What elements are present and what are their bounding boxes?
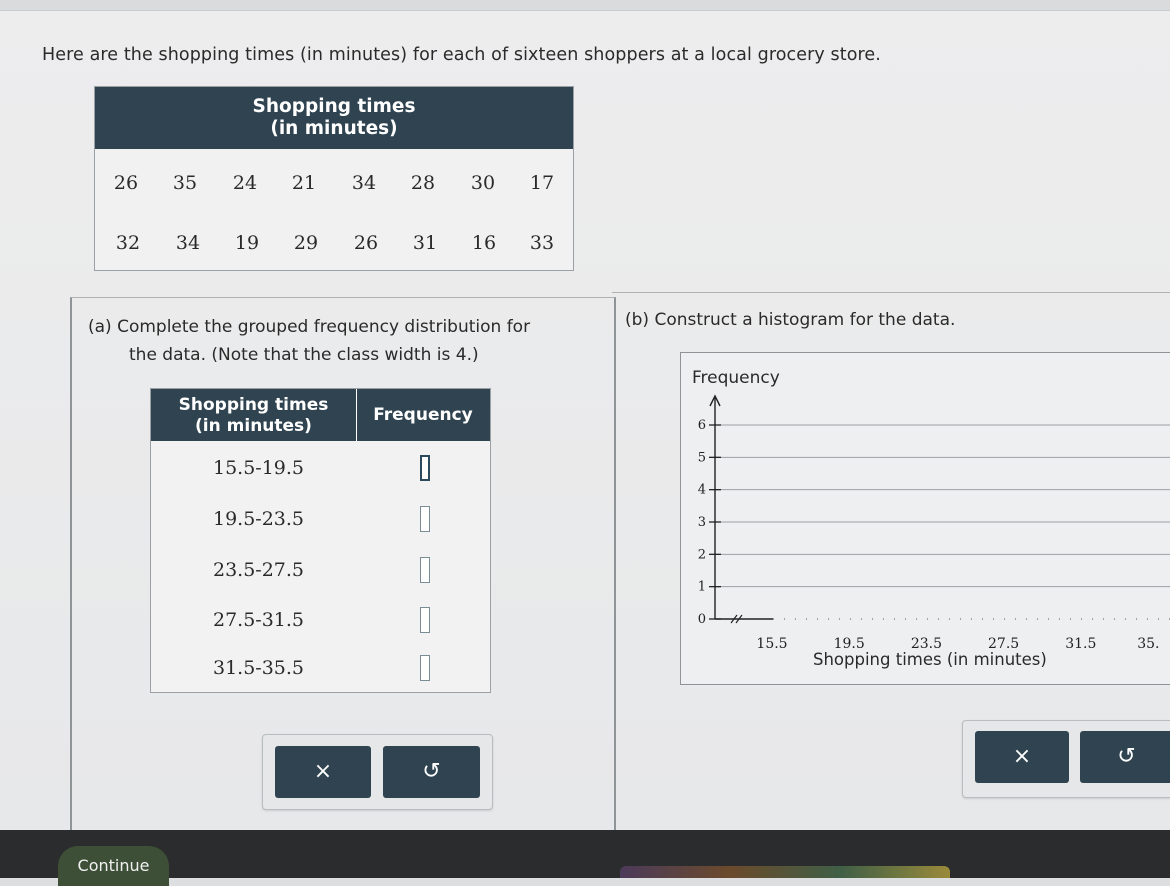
table-cell: 26	[113, 172, 139, 194]
y-tick-label: 0	[697, 612, 706, 627]
x-tick-label: 19.5	[833, 636, 865, 652]
x-tick-label: 15.5	[756, 636, 788, 652]
undo-icon: ↺	[422, 759, 441, 784]
part-a-prompt	[88, 313, 588, 369]
frequency-input[interactable]	[420, 607, 430, 633]
x-tick-label: 31.5	[1065, 636, 1097, 652]
table-cell: 16	[471, 232, 497, 254]
y-tick-label: 6	[697, 418, 706, 433]
histogram-chart[interactable]	[680, 352, 1170, 683]
header-line-2: (in minutes)	[270, 118, 398, 139]
table-cell: 32	[115, 232, 141, 254]
close-icon: ×	[1012, 744, 1032, 769]
frequency-row	[151, 494, 490, 544]
undo-graph-button[interactable]	[1080, 731, 1170, 783]
table-cell: 31	[412, 232, 438, 254]
frequency-table-header	[151, 389, 490, 441]
part-a-action-bar	[262, 734, 493, 810]
table-cell: 35	[172, 172, 198, 194]
class-interval: 15.5-19.5	[212, 457, 305, 479]
frequency-input[interactable]	[420, 506, 430, 532]
part-b-action-bar	[962, 720, 1170, 798]
y-tick-label: 4	[697, 482, 706, 498]
y-tick-label: 3	[697, 515, 706, 530]
dock-edge	[620, 866, 950, 878]
frequency-row	[151, 545, 490, 595]
table-cell: 33	[529, 232, 555, 254]
table-cell: 26	[353, 232, 379, 254]
class-interval: 27.5-31.5	[212, 609, 305, 631]
table-cell: 28	[410, 172, 436, 194]
class-interval: 23.5-27.5	[212, 559, 305, 581]
y-tick-label: 1	[697, 579, 706, 595]
frequency-row	[151, 643, 490, 693]
frequency-row	[151, 443, 490, 493]
table-cell: 34	[175, 232, 201, 254]
clear-button[interactable]	[275, 746, 371, 798]
shopping-times-table	[94, 86, 574, 271]
class-interval: 19.5-23.5	[212, 508, 305, 530]
class-header-line-2: (in minutes)	[195, 416, 312, 436]
frequency-row	[151, 595, 490, 645]
x-axis-label: Shopping times (in minutes)	[813, 650, 1047, 669]
x-tick-label: 27.5	[988, 636, 1020, 652]
table-cell: 19	[234, 232, 260, 254]
table-cell: 24	[232, 172, 258, 194]
frequency-input[interactable]	[420, 655, 430, 681]
undo-button[interactable]	[383, 746, 480, 798]
part-a-prompt-line-1: (a) Complete the grouped frequency distribution for	[88, 317, 531, 337]
shopping-times-table-header	[95, 87, 573, 149]
y-axis-label: Frequency	[692, 368, 780, 388]
class-interval: 31.5-35.5	[212, 657, 305, 679]
frequency-column-header: Frequency	[373, 405, 473, 425]
part-b-prompt: (b) Construct a histogram for the data.	[625, 310, 956, 330]
bottom-bar	[0, 830, 1170, 878]
y-tick-label: 5	[697, 450, 706, 466]
class-column-header	[151, 395, 356, 437]
top-strip	[0, 0, 1170, 11]
close-icon: ×	[313, 759, 333, 784]
class-header-line-1: Shopping times	[178, 395, 329, 415]
clear-graph-button[interactable]	[975, 731, 1069, 783]
part-a-prompt-line-2: the data. (Note that the class width is 4.)	[129, 345, 479, 365]
frequency-input[interactable]	[420, 557, 430, 583]
table-cell: 30	[470, 172, 496, 194]
table-cell: 34	[351, 172, 377, 194]
x-tick-label: 35.	[1137, 636, 1160, 652]
y-tick-label: 2	[697, 547, 706, 563]
x-tick-label: 23.5	[910, 636, 942, 652]
undo-icon: ↺	[1117, 744, 1136, 769]
header-line-1: Shopping times	[252, 96, 416, 117]
frequency-input[interactable]	[420, 455, 430, 481]
table-cell: 29	[293, 232, 319, 254]
continue-button[interactable]: Continue	[58, 846, 169, 886]
problem-intro: Here are the shopping times (in minutes) for each of sixteen shoppers at a local grocery store.	[42, 45, 881, 65]
frequency-distribution-table	[150, 388, 491, 693]
table-cell: 21	[291, 172, 317, 194]
table-cell: 17	[529, 172, 555, 194]
